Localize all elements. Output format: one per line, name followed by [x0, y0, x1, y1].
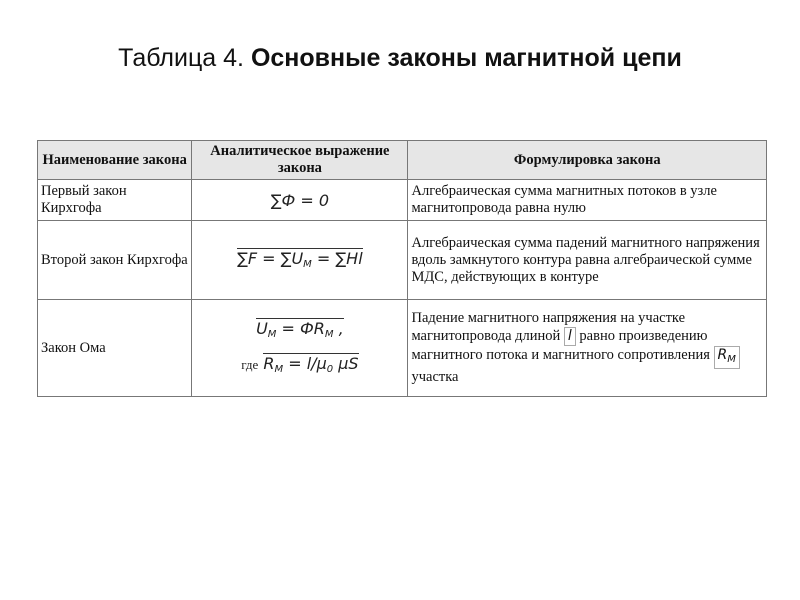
- header-formulation: Формулировка закона: [408, 141, 767, 180]
- formula-tail: = ∑Hl: [311, 248, 363, 268]
- law-formula: [192, 180, 408, 221]
- formula-part: μS: [333, 354, 359, 373]
- law-name: Второй закон Кирхгофа: [38, 221, 192, 300]
- formula-text: ∑F = ∑U: [237, 248, 304, 268]
- table-header-row: [38, 141, 767, 180]
- formula-part: = l/μ: [283, 354, 327, 373]
- table-row: [38, 180, 767, 221]
- laws-table: [37, 140, 767, 397]
- page-title: [0, 44, 800, 73]
- formula-part: = ФR: [276, 319, 325, 338]
- symbol-r: R: [717, 347, 728, 363]
- symbol-length: l: [564, 327, 576, 346]
- formula-subscript: M: [274, 364, 284, 375]
- law-formula: [192, 221, 408, 300]
- law-formula: [192, 300, 408, 397]
- title-bold: Основные законы магнитной цепи: [250, 44, 682, 72]
- law-name: Первый закон Кирхгофа: [38, 180, 192, 221]
- law-text: Алгебраическая сумма магнитных потоков в узле магнитопровода равна нулю: [408, 180, 767, 221]
- table-row: [38, 300, 767, 397]
- ohm-formula-1: [195, 318, 404, 343]
- formula-part: U: [256, 319, 268, 338]
- formula-subscript: M: [324, 329, 334, 340]
- where-word: где: [241, 357, 259, 372]
- symbol-subscript: M: [727, 354, 736, 365]
- formula-part: ,: [333, 319, 344, 338]
- header-expression: Аналитическое выражение закона: [192, 141, 408, 180]
- ohm-formula-2: [195, 353, 404, 378]
- law-name: Закон Ома: [38, 300, 192, 397]
- table-row: [38, 221, 767, 300]
- formula-part: R: [263, 354, 275, 373]
- formula-line: [237, 248, 363, 273]
- title-prefix: Таблица 4.: [118, 44, 244, 72]
- symbol-resistance: [714, 346, 740, 369]
- formula-subscript: 0: [326, 364, 334, 375]
- formula-subscript: M: [303, 258, 312, 270]
- law-text-part: участка: [411, 369, 459, 385]
- formula-subscript: M: [267, 329, 277, 340]
- law-text-part: Падение магнитного напряжения на участке магнитопровода длиной: [411, 310, 686, 344]
- law-text: [408, 300, 767, 397]
- law-text: Алгебраическая сумма падений магнитного напряжения вдоль замкнутого контура равна алгебраической сумме МДС, действующих в контуре: [408, 221, 767, 300]
- law-text-part: равно произведению магнитного потока и магнитного сопротивления: [411, 328, 710, 363]
- header-name: Наименование закона: [38, 141, 192, 180]
- formula-text: ∑Ф = 0: [270, 190, 330, 210]
